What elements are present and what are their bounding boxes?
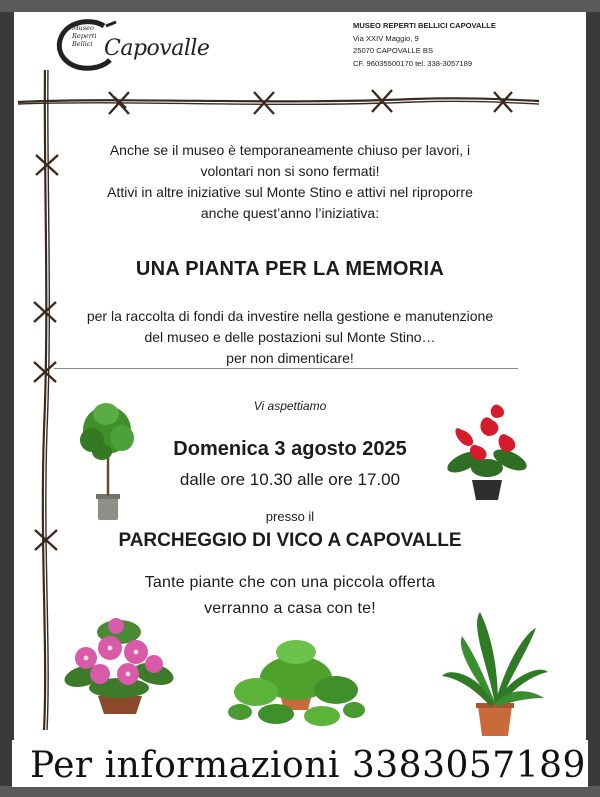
logo-small-text	[72, 24, 97, 48]
address-city: 25070 CAPOVALLE BS	[353, 46, 434, 55]
logo-line-2: Reperti	[72, 32, 97, 40]
anthurium-plant-image	[442, 402, 532, 502]
peace-lily-plant-image	[440, 606, 550, 740]
divider-line	[54, 368, 518, 369]
purpose-line-1: per la raccolta di fondi da investire nella gestione e manutenzione	[86, 308, 494, 324]
barbed-wire-horizontal	[18, 90, 539, 114]
intro-paragraph	[60, 140, 520, 224]
pothos-plant-image	[226, 634, 366, 734]
intro-line-4: anche quest’anno l’iniziativa:	[200, 205, 380, 221]
purpose-line-2: del museo e delle postazioni sul Monte Stino…	[144, 329, 436, 345]
top-frame-bar	[0, 0, 600, 12]
event-date: Domenica 3 agosto 2025	[173, 438, 407, 460]
info-phone-footer: Per informazioni 3383057189	[30, 745, 586, 786]
impatiens-plant-image	[64, 612, 174, 716]
museum-address-block	[353, 20, 496, 70]
plants-line-2: verranno a casa con te!	[204, 600, 376, 617]
event-location: PARCHEGGIO DI VICO A CAPOVALLE	[118, 530, 462, 551]
museum-name: MUSEO REPERTI BELLICI CAPOVALLE	[353, 21, 496, 30]
intro-line-2: volontari non si sono fermati!	[200, 163, 380, 179]
plants-line-1: Tante piante che con una piccola offerta	[144, 574, 436, 591]
intro-line-3: Attivi in altre iniziative sul Monte Stino e attivi nel riproporre	[107, 184, 473, 200]
initiative-title: UNA PIANTA PER LA MEMORIA	[135, 258, 445, 280]
welcome-text: Vi aspettiamo	[253, 399, 327, 413]
event-presso: presso il	[265, 509, 315, 524]
logo-line-1: Museo	[72, 24, 94, 32]
logo-line-3: Bellici	[72, 40, 93, 48]
logo-wordmark: Capovalle	[104, 36, 210, 61]
event-hours: dalle ore 10.30 alle ore 17.00	[179, 470, 401, 489]
purpose-line-3: per non dimenticare!	[226, 350, 354, 366]
ficus-tree-plant-image	[74, 400, 140, 524]
address-fiscal-phone: CF. 96035500170 tel. 338-3057189	[353, 58, 473, 68]
purpose-paragraph	[40, 306, 540, 369]
intro-line-1: Anche se il museo è temporaneamente chiuso per lavori, i	[109, 142, 471, 158]
address-street: Via XXIV Maggio, 9	[353, 33, 419, 43]
barbed-wire-vertical	[34, 70, 58, 730]
